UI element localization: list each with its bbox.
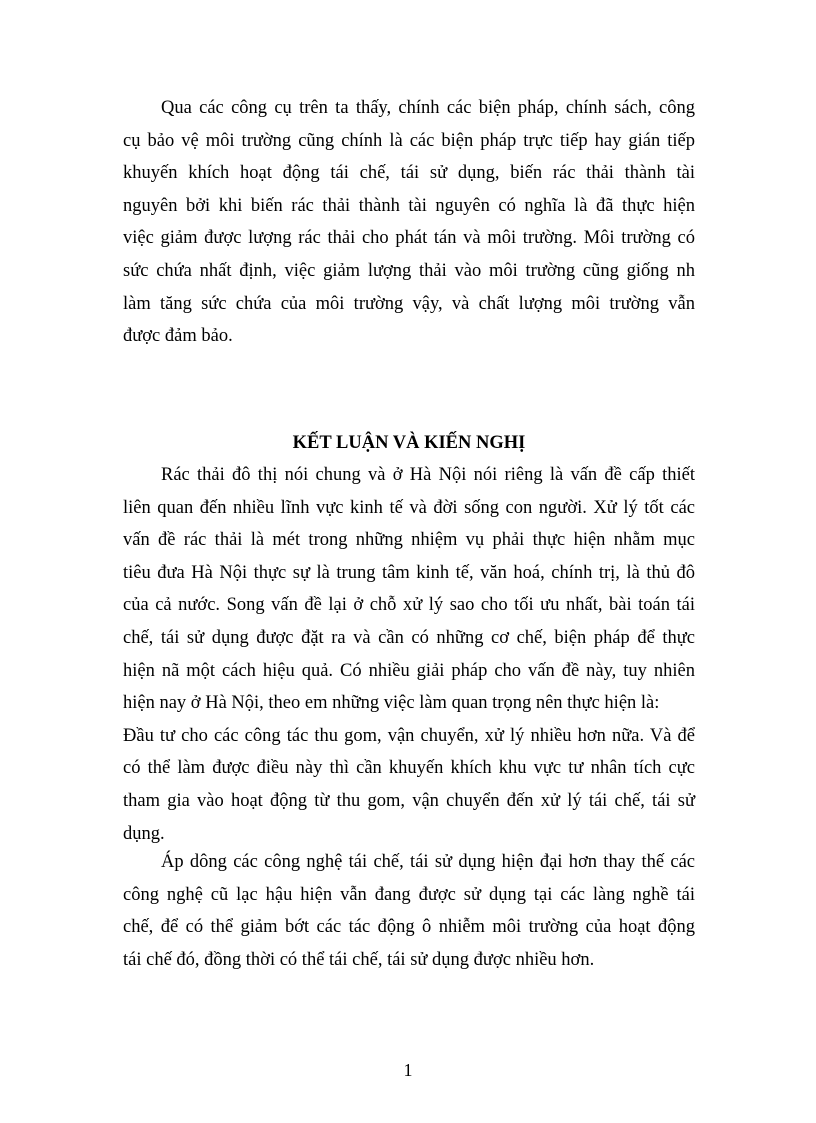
text-line: nguyên bởi khi biến rác thải thành tài nguyên có nghĩa là đã thực hiện: [123, 195, 695, 216]
text-line: tiêu đưa Hà Nội thực sự là trung tâm kinh tế, văn hoá, chính trị, là thủ đô: [123, 562, 695, 583]
text-line: tham gia vào hoạt động từ thu gom, vận chuyển đến xử lý tái chế, tái sử: [123, 790, 695, 811]
text-line: liên quan đến nhiều lĩnh vực kinh tế và đời sống con người. Xử lý tốt các: [123, 497, 695, 518]
paragraph-1: [123, 92, 695, 353]
text-line: Đầu tư cho các công tác thu gom, vận chuyển, xử lý nhiều hơn nữa. Và để: [123, 725, 695, 746]
paragraph-2: [123, 459, 695, 850]
text-line: Qua các công cụ trên ta thấy, chính các biện pháp, chính sách, công: [161, 98, 695, 118]
text-line: Rác thải đô thị nói chung và ở Hà Nội nói riêng là vấn đề cấp thiết: [161, 465, 695, 485]
text-line: chế, để có thể giảm bớt các tác động ô nhiễm môi trường của hoạt động: [123, 917, 695, 938]
paragraph-3: [123, 846, 695, 976]
text-line: hiện nay ở Hà Nội, theo em những việc làm quan trọng nên thực hiện là:: [123, 693, 660, 714]
text-line: cụ bảo vệ môi trường cũng chính là các biện pháp trực tiếp hay gián tiếp: [123, 130, 695, 151]
text-line: Áp dông các công nghệ tái chế, tái sử dụng hiện đại hơn thay thế các: [161, 852, 695, 872]
text-line: vấn đề rác thải là mét trong những nhiệm vụ phải thực hiện nhằm mục: [123, 530, 695, 551]
text-line: sức chứa nhất định, việc giảm lượng thải vào môi trường cũng giống nh: [123, 260, 695, 281]
text-line: việc giảm được lượng rác thải cho phát tán và môi trường. Môi trường có: [123, 228, 695, 249]
text-line: công nghệ cũ lạc hậu hiện vẫn đang được sử dụng tại các làng nghề tái: [123, 884, 695, 905]
text-line: hiện nã một cách hiệu quả. Có nhiều giải pháp cho vấn đề này, tuy nhiên: [123, 660, 695, 681]
text-line: tái chế đó, đồng thời có thể tái chế, tái sử dụng được nhiều hơn.: [123, 949, 595, 970]
text-line: dụng.: [123, 823, 165, 844]
text-line: có thể làm được điều này thì cần khuyến khích khu vực tư nhân tích cực: [123, 758, 695, 779]
page-number: 1: [403, 1060, 413, 1080]
text-line: được đảm bảo.: [123, 326, 233, 347]
section-heading: KẾT LUẬN VÀ KIẾN NGHỊ: [292, 433, 526, 453]
text-line: chế, tái sử dụng được đặt ra và cần có những cơ chế, biện pháp để thực: [123, 627, 695, 648]
text-line: làm tăng sức chứa của môi trường vậy, và chất lượng môi trường vẫn: [123, 293, 695, 314]
text-line: khuyến khích hoạt động tái chế, tái sử dụng, biến rác thải thành tài: [123, 163, 695, 184]
text-line: của cả nước. Song vấn đề lại ở chỗ xử lý sao cho tối ưu nhất, bài toán tái: [123, 595, 695, 616]
